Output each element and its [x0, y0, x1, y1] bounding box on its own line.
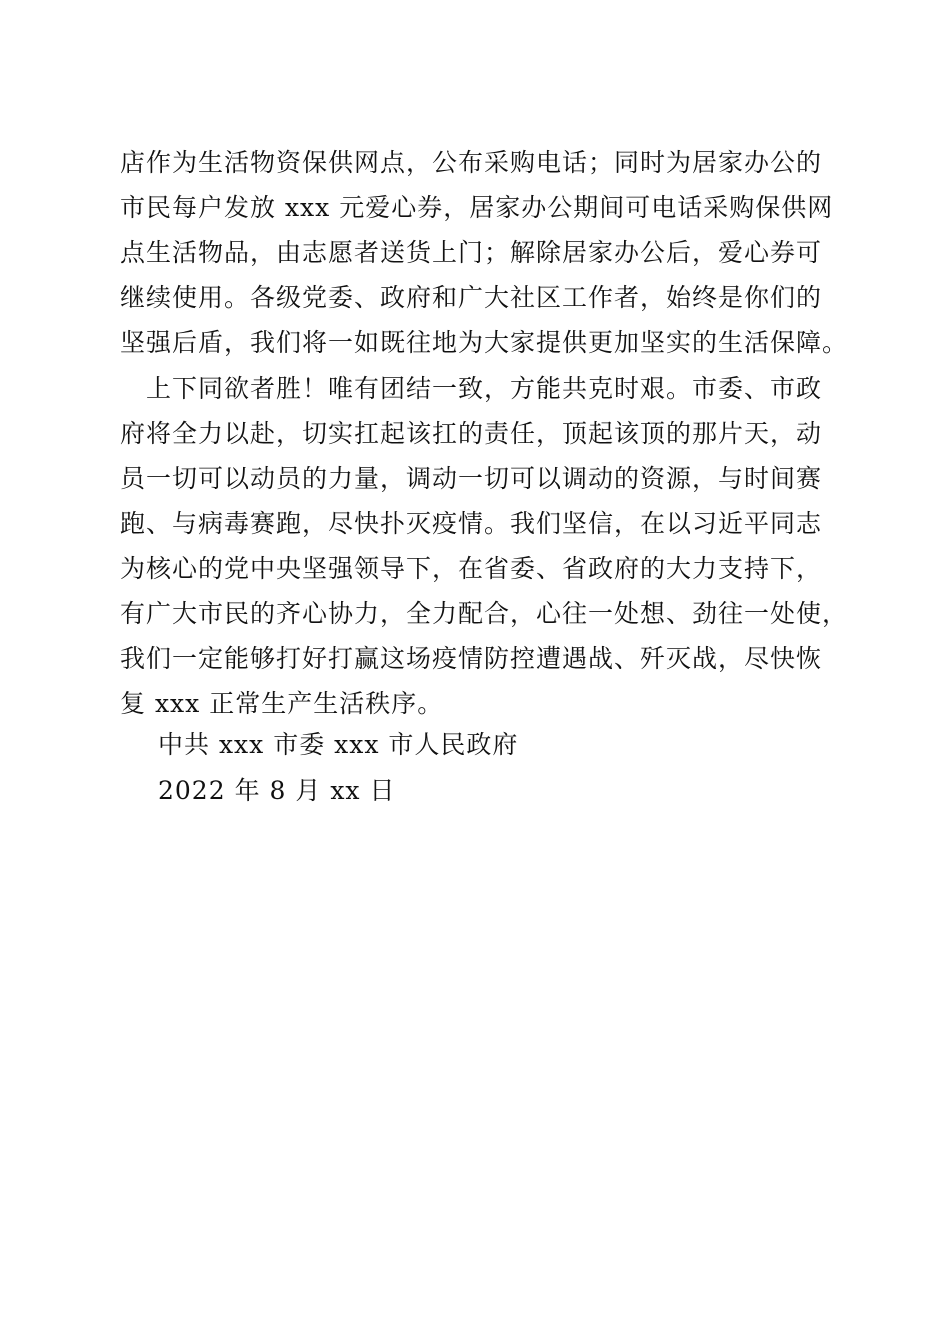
paragraph-line: 坚强后盾，我们将一如既往地为大家提供更加坚实的生活保障。 [120, 328, 849, 357]
signature-organization: 中共 xxx 市委 xxx 市人民政府 [158, 730, 519, 759]
paragraph-unity [120, 366, 849, 726]
paragraph-line: 上下同欲者胜！唯有团结一致，方能共克时艰。市委、市政 [120, 374, 823, 403]
paragraph-line: 店作为生活物资保供网点，公布采购电话；同时为居家办公的 [120, 148, 823, 177]
paragraph-line: 有广大市民的齐心协力，全力配合，心往一处想、劲往一处使， [120, 599, 849, 628]
paragraph-line: 市民每户发放 xxx 元爱心券，居家办公期间可电话采购保供网 [120, 193, 834, 222]
paragraph-living-supplies [120, 140, 849, 365]
paragraph-line: 跑、与病毒赛跑，尽快扑灭疫情。我们坚信，在以习近平同志 [120, 509, 823, 538]
paragraph-line: 为核心的党中央坚强领导下，在省委、省政府的大力支持下， [120, 554, 823, 583]
paragraph-line: 员一切可以动员的力量，调动一切可以调动的资源，与时间赛 [120, 464, 823, 493]
signature-date: 2022 年 8 月 xx 日 [158, 776, 396, 805]
paragraph-line: 我们一定能够打好打赢这场疫情防控遭遇战、歼灭战，尽快恢 [120, 644, 823, 673]
paragraph-line: 复 xxx 正常生产生活秩序。 [120, 689, 444, 718]
paragraph-line: 继续使用。各级党委、政府和广大社区工作者，始终是你们的 [120, 283, 823, 312]
paragraph-line: 点生活物品，由志愿者送货上门；解除居家办公后，爱心券可 [120, 238, 823, 267]
paragraph-line: 府将全力以赴，切实扛起该扛的责任，顶起该顶的那片天，动 [120, 419, 823, 448]
